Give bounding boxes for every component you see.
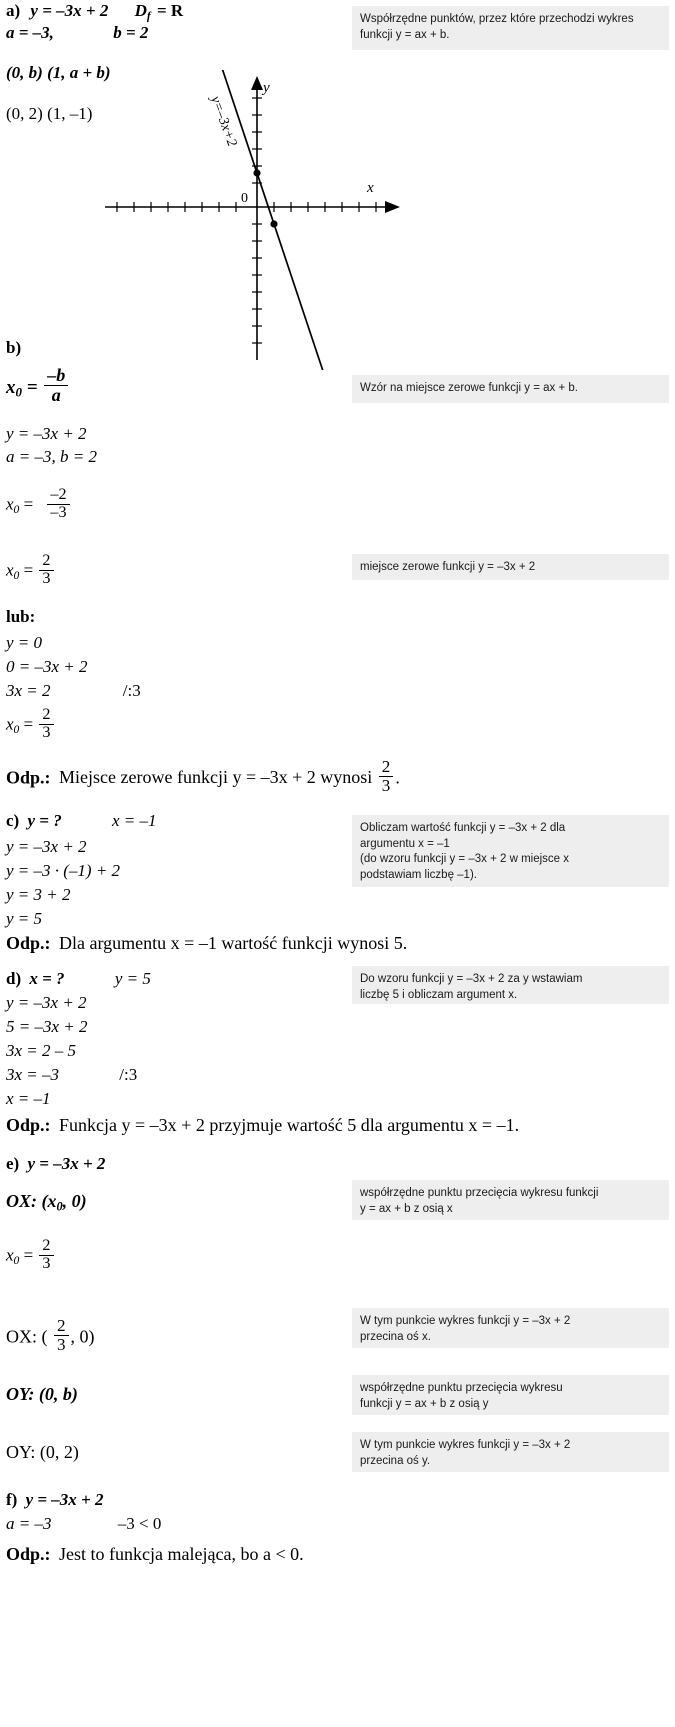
section-f-label: f) <box>6 1490 18 1509</box>
section-e-x0-fraction <box>39 1238 53 1273</box>
oy-point <box>6 1443 79 1463</box>
point-0-2 <box>253 169 260 176</box>
general-points-text: (0, b) (1, a + b) <box>6 63 111 82</box>
note-zero-formula <box>352 375 669 403</box>
x0-result-subscript: 0 <box>13 569 20 583</box>
ox-point-prefix: OX: ( <box>6 1326 48 1347</box>
note-ox-point-line2: przecina oś x. <box>360 1330 431 1343</box>
note-oy-intersection <box>352 1375 669 1415</box>
section-f-a-value: a = –3 <box>6 1514 52 1533</box>
alt-x0-numerator: 2 <box>42 706 51 723</box>
lub-text: lub: <box>6 607 36 626</box>
oy-point-text: OY: (0, 2) <box>6 1442 79 1462</box>
alt-step-1-text: y = 0 <box>6 633 43 652</box>
note-value-line4: podstawiam liczbę –1). <box>360 868 477 881</box>
section-d-answer-prefix: Odp.: <box>6 1115 51 1135</box>
section-d-step4-text: 3x = –3 <box>6 1065 60 1084</box>
alt-x0-denominator: 3 <box>39 724 53 742</box>
coefficient-a: a = –3, <box>6 23 54 42</box>
section-c-step1 <box>6 838 87 857</box>
section-c-step2-text: y = –3 · (–1) + 2 <box>6 861 121 880</box>
note-argument-line1: Do wzoru funkcji y = –3x + 2 za y wstawiam <box>360 973 583 985</box>
x0-result-fraction <box>39 553 53 588</box>
section-d-step5 <box>6 1090 51 1109</box>
section-c-header <box>6 812 156 831</box>
alt-x0-fraction <box>39 707 53 742</box>
section-e-x0-den: 3 <box>39 1255 53 1273</box>
x-axis-arrow <box>385 201 400 213</box>
note-value-line3: (do wzoru funkcji y = –3x + 2 w miejsce x <box>360 853 569 866</box>
formula-fraction <box>44 366 68 405</box>
note-oy-point-line1: W tym punkcie wykres funkcji y = –3x + 2 <box>360 1439 571 1451</box>
ox-general-subscript: 0 <box>56 1199 63 1214</box>
note-ox-line1: współrzędne punktu przecięcia wykresu funkcji <box>360 1187 599 1199</box>
section-d-step5-text: x = –1 <box>6 1089 51 1108</box>
section-c-step1-text: y = –3x + 2 <box>6 837 87 856</box>
section-d-step4 <box>6 1066 137 1085</box>
note-oy-point-line2: przecina oś y. <box>360 1454 431 1467</box>
section-b-answer-num: 2 <box>381 757 391 776</box>
note-oy-line2: funkcji y = ax + b z osią y <box>360 1397 489 1410</box>
alt-step-2-text: 0 = –3x + 2 <box>6 657 88 676</box>
section-b-eq1 <box>6 425 87 444</box>
section-f-inequality: –3 < 0 <box>117 1514 162 1533</box>
ox-point-den: 3 <box>54 1335 69 1354</box>
section-b-x0-calc <box>6 487 72 522</box>
x0-result-denominator: 3 <box>39 570 53 588</box>
note-ox-point-line1: W tym punkcie wykres funkcji y = –3x + 2 <box>360 1315 571 1327</box>
section-c-step2 <box>6 862 120 881</box>
note-value-calculation <box>352 815 669 887</box>
section-d-step3-text: 3x = 2 – 5 <box>6 1041 77 1060</box>
graph-svg <box>95 70 415 370</box>
section-c-label: c) <box>6 811 20 830</box>
note-zero-formula-text: Wzór na miejsce zerowe funkcji y = ax + b. <box>360 382 578 394</box>
function-graph <box>95 70 415 370</box>
section-a-equation: y = –3x + 2 <box>30 1 109 20</box>
section-e-x0-subscript: 0 <box>13 1254 20 1268</box>
ox-general-prefix: OX: (x <box>6 1191 57 1211</box>
lub-label <box>6 608 35 627</box>
note-ox-point <box>352 1308 669 1348</box>
alt-x0-subscript: 0 <box>13 723 20 737</box>
note-argument-line2: liczbę 5 i obliczam argument x. <box>360 988 518 1001</box>
section-e-x0 <box>6 1238 56 1273</box>
point-1-minus1 <box>270 220 277 227</box>
section-b-eq2 <box>6 448 97 467</box>
x0-calc-symbol: x <box>6 494 14 514</box>
section-f-answer <box>6 1545 304 1565</box>
note-zero-value-text: miejsce zerowe funkcji y = –3x + 2 <box>360 561 536 573</box>
note-argument-calculation <box>352 966 669 1004</box>
alt-step-3-text: 3x = 2 <box>6 681 51 700</box>
domain-value: = R <box>156 1 184 20</box>
section-c-step3-text: y = 3 + 2 <box>6 885 71 904</box>
coefficient-b: b = 2 <box>113 23 149 42</box>
note-ox-line2: y = ax + b z osią x <box>360 1202 453 1215</box>
domain-subscript: f <box>146 9 151 23</box>
section-b-x0-result <box>6 553 56 588</box>
origin-label: 0 <box>241 191 248 206</box>
section-b-answer-end: . <box>395 767 400 788</box>
section-b-answer-fraction <box>379 758 394 795</box>
section-d-step1 <box>6 994 87 1013</box>
ox-point-fraction <box>54 1317 69 1354</box>
x0-result-numerator: 2 <box>42 552 51 569</box>
note-oy-line1: współrzędne punktu przecięcia wykresu <box>360 1382 563 1394</box>
equals-sign: = <box>26 376 38 398</box>
section-c-step4 <box>6 910 42 929</box>
x0-calc-subscript: 0 <box>13 503 20 517</box>
section-b-eq2-text: a = –3, b = 2 <box>6 447 97 466</box>
section-c-given-y: y = ? <box>27 811 62 830</box>
x0-subscript: 0 <box>15 384 22 400</box>
section-d-step3 <box>6 1042 76 1061</box>
section-d-given-x: x = ? <box>29 969 65 988</box>
section-a-label: a) <box>6 1 21 20</box>
alt-step-1 <box>6 634 42 653</box>
note-value-line1: Obliczam wartość funkcji y = –3x + 2 dla <box>360 822 566 834</box>
section-c-answer-text: Dla argumentu x = –1 wartość funkcji wynosi 5. <box>59 933 408 953</box>
section-b-answer-text: Miejsce zerowe funkcji y = –3x + 2 wynosi <box>59 767 373 788</box>
section-f-answer-text: Jest to funkcja malejąca, bo a < 0. <box>59 1544 304 1564</box>
y-axis-label: y <box>263 80 270 96</box>
zero-formula <box>6 366 70 405</box>
note-zero-value <box>352 554 669 580</box>
oy-general-text: OY: (0, b) <box>6 1384 78 1404</box>
section-d-answer-text: Funkcja y = –3x + 2 przyjmuje wartość 5 dla argumentu x = –1. <box>59 1115 520 1135</box>
section-b-eq1-text: y = –3x + 2 <box>6 424 87 443</box>
section-d-given-y: y = 5 <box>114 969 151 988</box>
section-d-step1-text: y = –3x + 2 <box>6 993 87 1012</box>
note-value-line2: argumentu x = –1 <box>360 837 450 850</box>
note-coordinates-text: Współrzędne punktów, przez które przechodzi wykres funkcji y = ax + b. <box>360 13 634 41</box>
oy-general <box>6 1385 78 1405</box>
section-c-answer-prefix: Odp.: <box>6 933 51 953</box>
x0-symbol: x <box>6 376 16 398</box>
section-c-step4-text: y = 5 <box>6 909 43 928</box>
ox-general <box>6 1192 87 1214</box>
section-b-answer-prefix: Odp.: <box>6 767 51 788</box>
function-line <box>215 70 325 370</box>
section-d-answer <box>6 1116 519 1136</box>
section-b-label <box>6 339 21 358</box>
section-d-step2-text: 5 = –3x + 2 <box>6 1017 88 1036</box>
x0-calc-denominator: –3 <box>47 504 69 522</box>
ox-point <box>6 1317 95 1354</box>
section-d-header <box>6 970 151 989</box>
section-e-x0-num: 2 <box>42 1237 51 1254</box>
x0-calc-fraction <box>47 487 69 522</box>
section-b-answer <box>6 758 400 795</box>
fraction-numerator: –b <box>47 365 66 385</box>
section-d-step2 <box>6 1018 88 1037</box>
section-b-answer-den: 3 <box>379 776 394 795</box>
fraction-denominator: a <box>44 385 68 405</box>
alt-step-3-operation: /:3 <box>122 681 141 700</box>
ox-point-suffix: , 0) <box>70 1326 95 1347</box>
section-a-points <box>6 105 92 124</box>
alt-step-3 <box>6 682 141 701</box>
section-c-given-x: x = –1 <box>111 811 157 830</box>
alt-step-4 <box>6 707 56 742</box>
note-oy-point <box>352 1432 669 1472</box>
section-a-coefficients <box>6 24 148 43</box>
section-f-equation: y = –3x + 2 <box>25 1490 104 1509</box>
x0-result-equals: = <box>23 560 34 580</box>
domain-symbol: D <box>134 1 147 20</box>
alt-step-2 <box>6 658 88 677</box>
section-e-label: e) <box>6 1154 20 1173</box>
points-values: (0, 2) (1, –1) <box>6 104 93 123</box>
section-e-x0-equals: = <box>23 1245 34 1265</box>
section-e-equation: y = –3x + 2 <box>27 1154 106 1173</box>
x-axis-label: x <box>367 180 374 196</box>
section-d-step4-operation: /:3 <box>119 1065 138 1084</box>
note-ox-intersection <box>352 1180 669 1220</box>
section-e-header <box>6 1155 105 1174</box>
x0-calc-numerator: –2 <box>50 486 67 503</box>
function-line-label: y=–3x+2 <box>207 94 240 149</box>
x0-result-symbol: x <box>6 560 14 580</box>
section-c-answer <box>6 934 407 954</box>
section-e-x0-symbol: x <box>6 1245 14 1265</box>
ox-general-suffix: , 0) <box>62 1191 87 1211</box>
alt-x0-symbol: x <box>6 714 14 734</box>
section-c-step3 <box>6 886 71 905</box>
ox-point-num: 2 <box>57 1316 66 1335</box>
section-b-label-text: b) <box>6 338 22 357</box>
section-f-header <box>6 1491 104 1510</box>
x0-calc-equals: = <box>23 494 34 514</box>
alt-x0-equals: = <box>23 714 34 734</box>
section-f-answer-prefix: Odp.: <box>6 1544 51 1564</box>
section-f-a <box>6 1515 161 1534</box>
section-a-header <box>6 2 183 23</box>
y-axis-arrow <box>251 76 263 90</box>
note-coordinates <box>352 6 669 50</box>
section-d-label: d) <box>6 969 22 988</box>
